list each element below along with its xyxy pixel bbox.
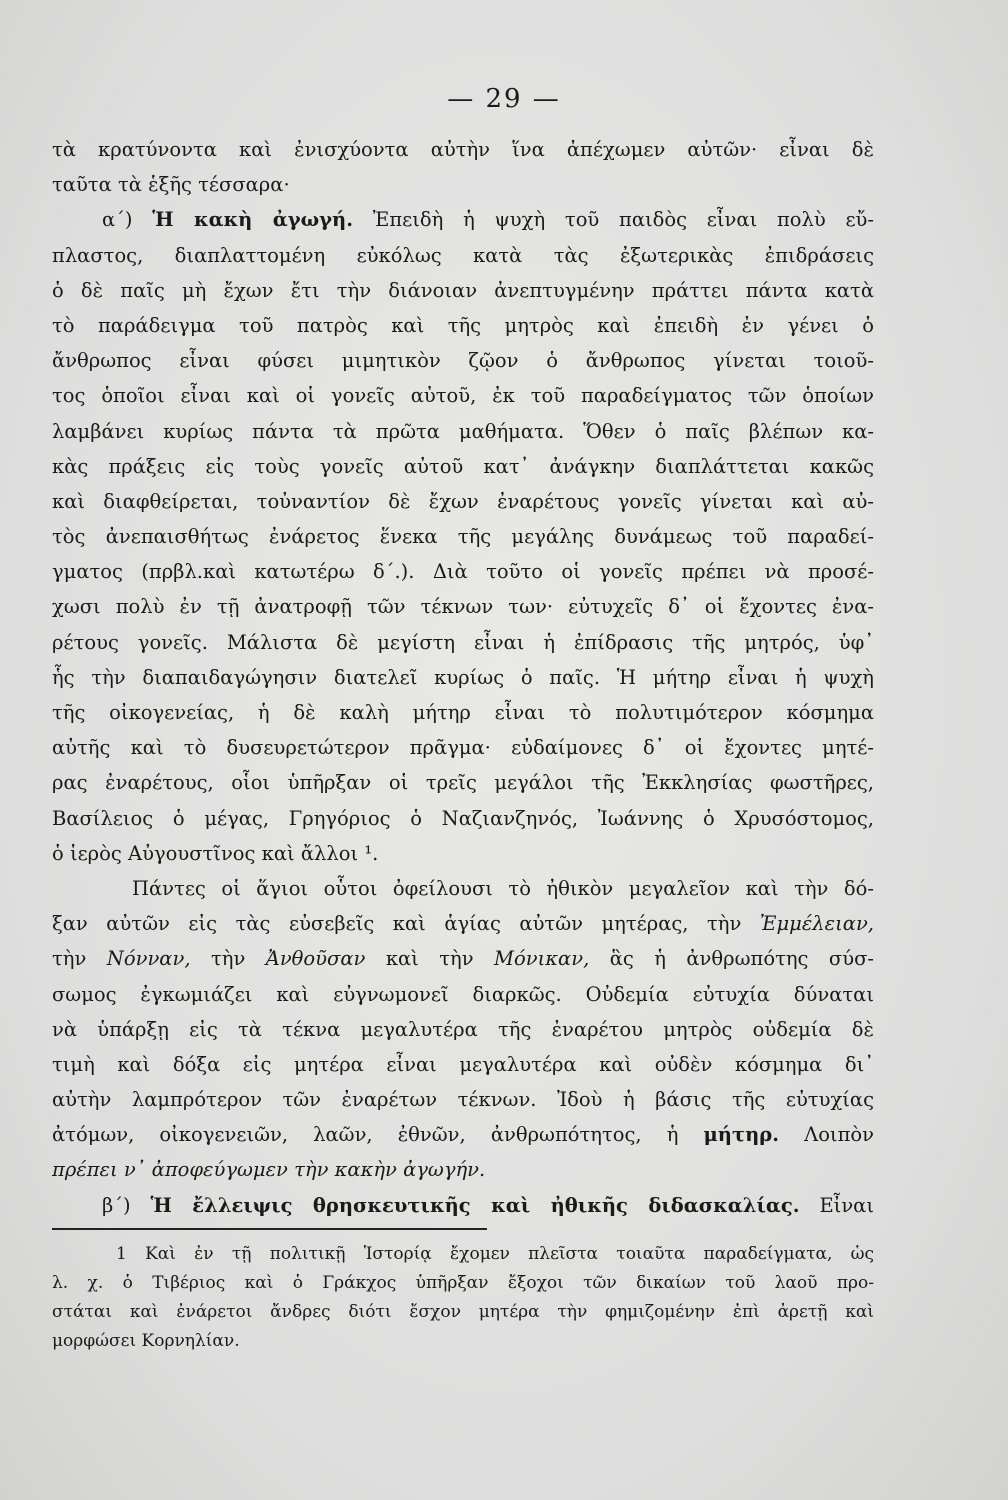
- text-line: ὁ δὲ παῖς μὴ ἔχων ἔτι τὴν διάνοιαν ἀνεπτυγμένην πράττει πάντα κατὰ: [52, 278, 874, 302]
- text-span: τὴν: [52, 947, 107, 971]
- section-b-marker: β΄): [102, 1193, 131, 1217]
- text-line-with-bold: [52, 1117, 874, 1152]
- text-line: γματος (πρβλ.καὶ κατωτέρω δ΄.). Διὰ τοῦτο οἱ γονεῖς πρέπει νὰ προσέ-: [52, 560, 874, 584]
- text-line: νὰ ὑπάρξῃ εἰς τὰ τέκνα μεγαλυτέρα τῆς ἐναρέτου μητρὸς οὐδεμία δὲ: [52, 1017, 874, 1041]
- section-a-heading-line: [52, 202, 874, 237]
- footnote-line: μορφώσει Κορνηλίαν.: [52, 1331, 240, 1351]
- text-line: αὐτῆς καὶ τὸ δυσευρετώτερον πρᾶγμα· εὐδαίμονες δ᾽ οἱ ἔχοντες μητέ-: [52, 736, 874, 760]
- text-line: ἧς τὴν διαπαιδαγώγησιν διατελεῖ κυρίως ὁ παῖς. Ἡ μήτηρ εἶναι ἡ ψυχὴ: [52, 665, 874, 689]
- italic-sentence: πρέπει ν᾽ ἀποφεύγωμεν τὴν κακὴν ἀγωγήν.: [52, 1158, 486, 1182]
- text-line: ταῦτα τὰ ἑξῆς τέσσαρα·: [52, 173, 290, 197]
- text-line: λαμβάνει κυρίως πάντα τὰ πρῶτα μαθήματα. Ὅθεν ὁ παῖς βλέπων κα-: [52, 419, 874, 443]
- text-line: καὶ διαφθείρεται, τοὐναντίον δὲ ἔχων ἐναρέτους γονεῖς γίνεται καὶ αὐ-: [52, 489, 874, 513]
- text-line: τὸ παράδειγμα τοῦ πατρὸς καὶ τῆς μητρὸς καὶ ἐπειδὴ ἐν γένει ὁ: [52, 313, 874, 337]
- text-line: αὐτὴν λαμπρότερον τῶν ἐναρέτων τέκνων. Ἰδοὺ ἡ βάσις τῆς εὐτυχίας: [52, 1088, 874, 1112]
- text-line: ἄνθρωπος εἶναι φύσει μιμητικὸν ζῷον ὁ ἄνθρωπος γίνεται τοιοῦ-: [52, 349, 874, 373]
- section-a-title: Ἡ κακὴ ἀγωγή.: [152, 208, 353, 232]
- page-number: — 29 —: [447, 84, 561, 114]
- text-line: ρας ἐναρέτους, οἷοι ὑπῆρξαν οἱ τρεῖς μεγάλοι τῆς Ἐκκλησίας φωστῆρες,: [52, 771, 874, 795]
- italic-name: Ἀνθοῦσαν: [265, 947, 366, 971]
- text-line-with-italic: [52, 941, 874, 976]
- text-line: ὁ ἱερὸς Αὐγουστῖνος καὶ ἄλλοι ¹.: [52, 841, 379, 865]
- text-span: τὴν: [210, 947, 246, 971]
- footnote-line: λ. χ. ὁ Τιβέριος καὶ ὁ Γράκχος ὑπῆρξαν ἔξοχοι τῶν δικαίων τοῦ λαοῦ προ-: [52, 1273, 874, 1293]
- text-line: τος ὁποῖοι εἶναι καὶ οἱ γονεῖς αὐτοῦ, ἐκ τοῦ παραδείγματος τῶν ὁποίων: [52, 384, 874, 408]
- text-line: Βασίλειος ὁ μέγας, Γρηγόριος ὁ Ναζιανζηνός, Ἰωάννης ὁ Χρυσόστομος,: [52, 806, 874, 830]
- text-line: πλαστος, διαπλαττομένη εὐκόλως κατὰ τὰς ἐξωτερικὰς ἐπιδράσεις: [52, 243, 874, 267]
- footnote-line: στάται καὶ ἐνάρετοι ἄνδρες διότι ἔσχον μητέρα τὴν φημιζομένην ἐπὶ ἀρετῇ καὶ: [52, 1302, 874, 1322]
- text-line: τὰ κρατύνοντα καὶ ἐνισχύοντα αὐτὴν ἵνα ἀπέχωμεν αὐτῶν· εἶναι δὲ: [52, 138, 874, 161]
- text-span: ἃς ἡ ἀνθρωπότης σύσ-: [609, 947, 874, 971]
- text-span: ξαν αὐτῶν εἰς τὰς εὐσεβεῖς καὶ ἁγίας αὐτῶν μητέρας, τὴν: [52, 912, 760, 936]
- text-line: Πάντες οἱ ἅγιοι οὗτοι ὀφείλουσι τὸ ἠθικὸν μεγαλεῖον καὶ τὴν δό-: [132, 876, 874, 900]
- body-text: [52, 132, 874, 1223]
- text-line-with-italic: [52, 906, 874, 941]
- text-line: τιμὴ καὶ δόξα εἰς μητέρα εἶναι μεγαλυτέρα καὶ οὐδὲν κόσμημα δι᾽: [52, 1052, 874, 1076]
- text-line: τὸς ἀνεπαισθήτως ἐνάρετος ἕνεκα τῆς μεγάλης δυνάμεως τοῦ παραδεί-: [52, 525, 874, 549]
- italic-name: Ἐμμέλειαν,: [759, 912, 874, 936]
- text-span: Λοιπὸν: [804, 1123, 874, 1147]
- text-line: κὰς πράξεις εἰς τοὺς γονεῖς αὐτοῦ κατ᾽ ἀνάγκην διαπλάττεται κακῶς: [52, 454, 874, 478]
- footnote-line: 1 Καὶ ἐν τῇ πολιτικῇ Ἱστορίᾳ ἔχομεν πλεῖστα τοιαῦτα παραδείγματα, ὡς: [116, 1244, 874, 1264]
- text-span: καὶ τὴν: [385, 947, 474, 971]
- italic-name: Νόνναν,: [106, 947, 191, 971]
- section-a-marker: α΄): [102, 208, 133, 232]
- text-line: ρέτους γονεῖς. Μάλιστα δὲ μεγίστη εἶναι ἡ ἐπίδρασις τῆς μητρός, ὑφ᾽: [52, 630, 874, 654]
- section-b-heading-line: [52, 1188, 874, 1223]
- text-line: τῆς οἰκογενείας, ἡ δὲ καλὴ μήτηρ εἶναι τὸ πολυτιμότερον κόσμημα: [52, 701, 874, 724]
- text-line: χωσι πολὺ ἐν τῇ ἀνατροφῇ τῶν τέκνων των· εὐτυχεῖς δ᾽ οἱ ἔχοντες ἐνα-: [52, 595, 874, 619]
- text-line: σωμος ἐγκωμιάζει καὶ εὐγνωμονεῖ διαρκῶς. Οὐδεμία εὐτυχία δύναται: [52, 982, 874, 1006]
- italic-name: Μόνικαν,: [494, 947, 590, 971]
- bold-word: μήτηρ.: [703, 1123, 780, 1147]
- italic-line: [52, 1152, 874, 1187]
- text-span: ἀτόμων, οἰκογενειῶν, λαῶν, ἐθνῶν, ἀνθρωπότητος, ἡ: [52, 1123, 704, 1147]
- footnotes: [52, 1240, 874, 1356]
- footnote-rule: [52, 1228, 487, 1230]
- section-a-text: Ἐπειδὴ ἡ ψυχὴ τοῦ παιδὸς εἶναι πολὺ εὔ-: [372, 208, 874, 232]
- section-b-title: Ἡ ἔλλειψις θρησκευτικῆς καὶ ἠθικῆς διδασκαλίας.: [150, 1193, 800, 1217]
- section-b-text: Εἶναι: [819, 1193, 874, 1217]
